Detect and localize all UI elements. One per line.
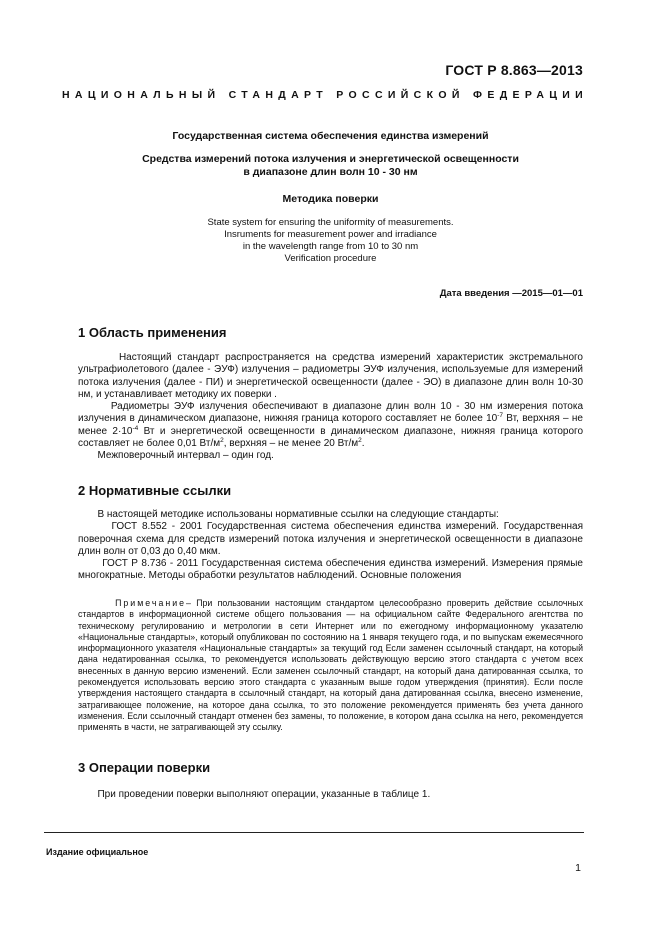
section-1-paragraph-1-text: Настоящий стандарт распространяется на средства измерений характеристик экстремального ультрафиолетового (далее - ЭУФ) излучения – радиометры ЭУФ излучения, используемые для измерений потока излучения (далее - ПИ) и энергетической освещенности (далее - ЭО) в диапазоне длин волн 10-30 нм, и устанавливает методику их поверки .	[78, 352, 583, 400]
section-2-body	[78, 509, 583, 583]
section-2-paragraph-2-text: ГОСТ 8.552 - 2001 Государственная система обеспечения единства измерений. Государственная поверочная схема для средств измерений потока излучения и энергетической освещенности в диапазоне длин волн от 0,03 до 0,40 мкм.	[78, 521, 584, 557]
english-title	[0, 217, 661, 265]
note-block	[78, 598, 583, 734]
section-3-title: 3 Операции поверки	[78, 760, 211, 775]
p2-part-d: , верхняя – не менее 20 Вт/м	[223, 438, 359, 450]
gost-number: ГОСТ Р 8.863—2013	[445, 62, 583, 78]
section-2-paragraph-3-text: ГОСТ Р 8.736 - 2011 Государственная система обеспечения единства измерений. Измерения прямые многократные. Методы обработки результатов наблюдений. Основные положения	[78, 558, 583, 582]
section-2-paragraph-1-text: В настоящей методике использованы нормативные ссылки на следующие стандарты:	[97, 509, 499, 520]
section-1-paragraph-3-text: Межповерочный интервал – один год.	[97, 450, 274, 462]
p2-part-b: Вт, верхняя – не менее 2·10	[78, 413, 583, 437]
p2-part-a: Радиометры ЭУФ излучения обеспечивают в диапазоне длин волн 10 - 30 нм измерения потока излучения в динамическом диапазоне, нижняя граница которого составляет не более 10	[78, 401, 584, 425]
title-subject-line2: в диапазоне длин волн 10 - 30 нм	[243, 166, 418, 178]
official-edition-label: Издание официальное	[46, 847, 149, 857]
footer-divider	[44, 832, 584, 833]
note-paragraph	[78, 598, 583, 734]
section-1-paragraph-1	[78, 352, 583, 401]
note-label: Примечание	[115, 598, 186, 608]
exponent: -7	[497, 412, 504, 420]
english-title-line2: Insruments for measurement power and irradiance	[224, 229, 437, 240]
title-subject-line1: Средства измерений потока излучения и энергетической освещенности	[142, 153, 519, 165]
title-system: Государственная система обеспечения единства измерений	[172, 130, 489, 142]
section-1-body	[78, 352, 583, 463]
title-subject	[0, 153, 661, 179]
section-1-paragraph-2	[78, 401, 583, 450]
section-1-title: 1 Область применения	[78, 325, 227, 340]
p2-part-c: Вт и энергетической освещенности в динамическом диапазоне, нижняя граница которого составляет не более 0,01 Вт/м	[78, 425, 584, 450]
section-2-paragraph-3	[78, 558, 583, 583]
section-2-paragraph-2	[78, 521, 583, 558]
section-1-paragraph-3	[78, 450, 583, 462]
national-standard-heading: НАЦИОНАЛЬНЫЙ СТАНДАРТ РОССИЙСКОЙ ФЕДЕРАЦИИ	[62, 89, 589, 101]
title-method: Методика поверки	[282, 193, 379, 205]
section-3-body	[78, 789, 583, 801]
exponent: 2	[220, 437, 224, 445]
english-title-line4: Verification procedure	[284, 253, 377, 264]
section-2-paragraph-1	[78, 509, 583, 521]
introduction-date: Дата введения —2015—01—01	[439, 288, 583, 299]
english-title-line1: State system for ensuring the uniformity of measurements.	[207, 217, 454, 228]
exponent: -4	[132, 424, 139, 432]
exponent: 2	[358, 437, 362, 445]
p2-part-e: .	[361, 438, 365, 450]
section-3-paragraph-1-text: При проведении поверки выполняют операции, указанные в таблице 1.	[97, 789, 431, 800]
page-number: 1	[575, 862, 581, 874]
section-3-paragraph-1	[78, 789, 583, 801]
section-2-title: 2 Нормативные ссылки	[78, 483, 232, 498]
note-text: – При пользовании настоящим стандартом целесообразно проверить действие ссылочных стандартов в информационной системе общего пользования — на официальном сайте Федерального агентства по техническому регулированию и метрологии в сети Интернет или по ежегодному информационному указателю «Национальные стандарты», который опубликован по состоянию на 1 января текущего года, и по выпускам ежемесячного информационного указателя «Национальные стандарты» за текущий год Если заменен ссылочный стандарт, на который дана недатированная ссылка, то рекомендуется использовать действующую версию этого стандарта с учетом всех внесенных в данную версию изменений. Если заменен ссылочный стандарт, на который дана датированная ссылка, то рекомендуется использовать версию этого стандарта с указанным выше годом утверждения (принятия). Если после утверждения настоящего стандарта в ссылочный стандарт, на который дана датированная ссылка, внесено изменение, затрагивающее положение, на которое дана ссылка, то это положение рекомендуется применять без учета данного изменения. Если ссылочный стандарт отменен без замены, то положение, в котором дана ссылка на него, рекомендуется применять в части, не затрагивающей эту ссылку.	[78, 598, 583, 733]
english-title-line3: in the wavelength range from 10 to 30 nm	[242, 241, 419, 252]
